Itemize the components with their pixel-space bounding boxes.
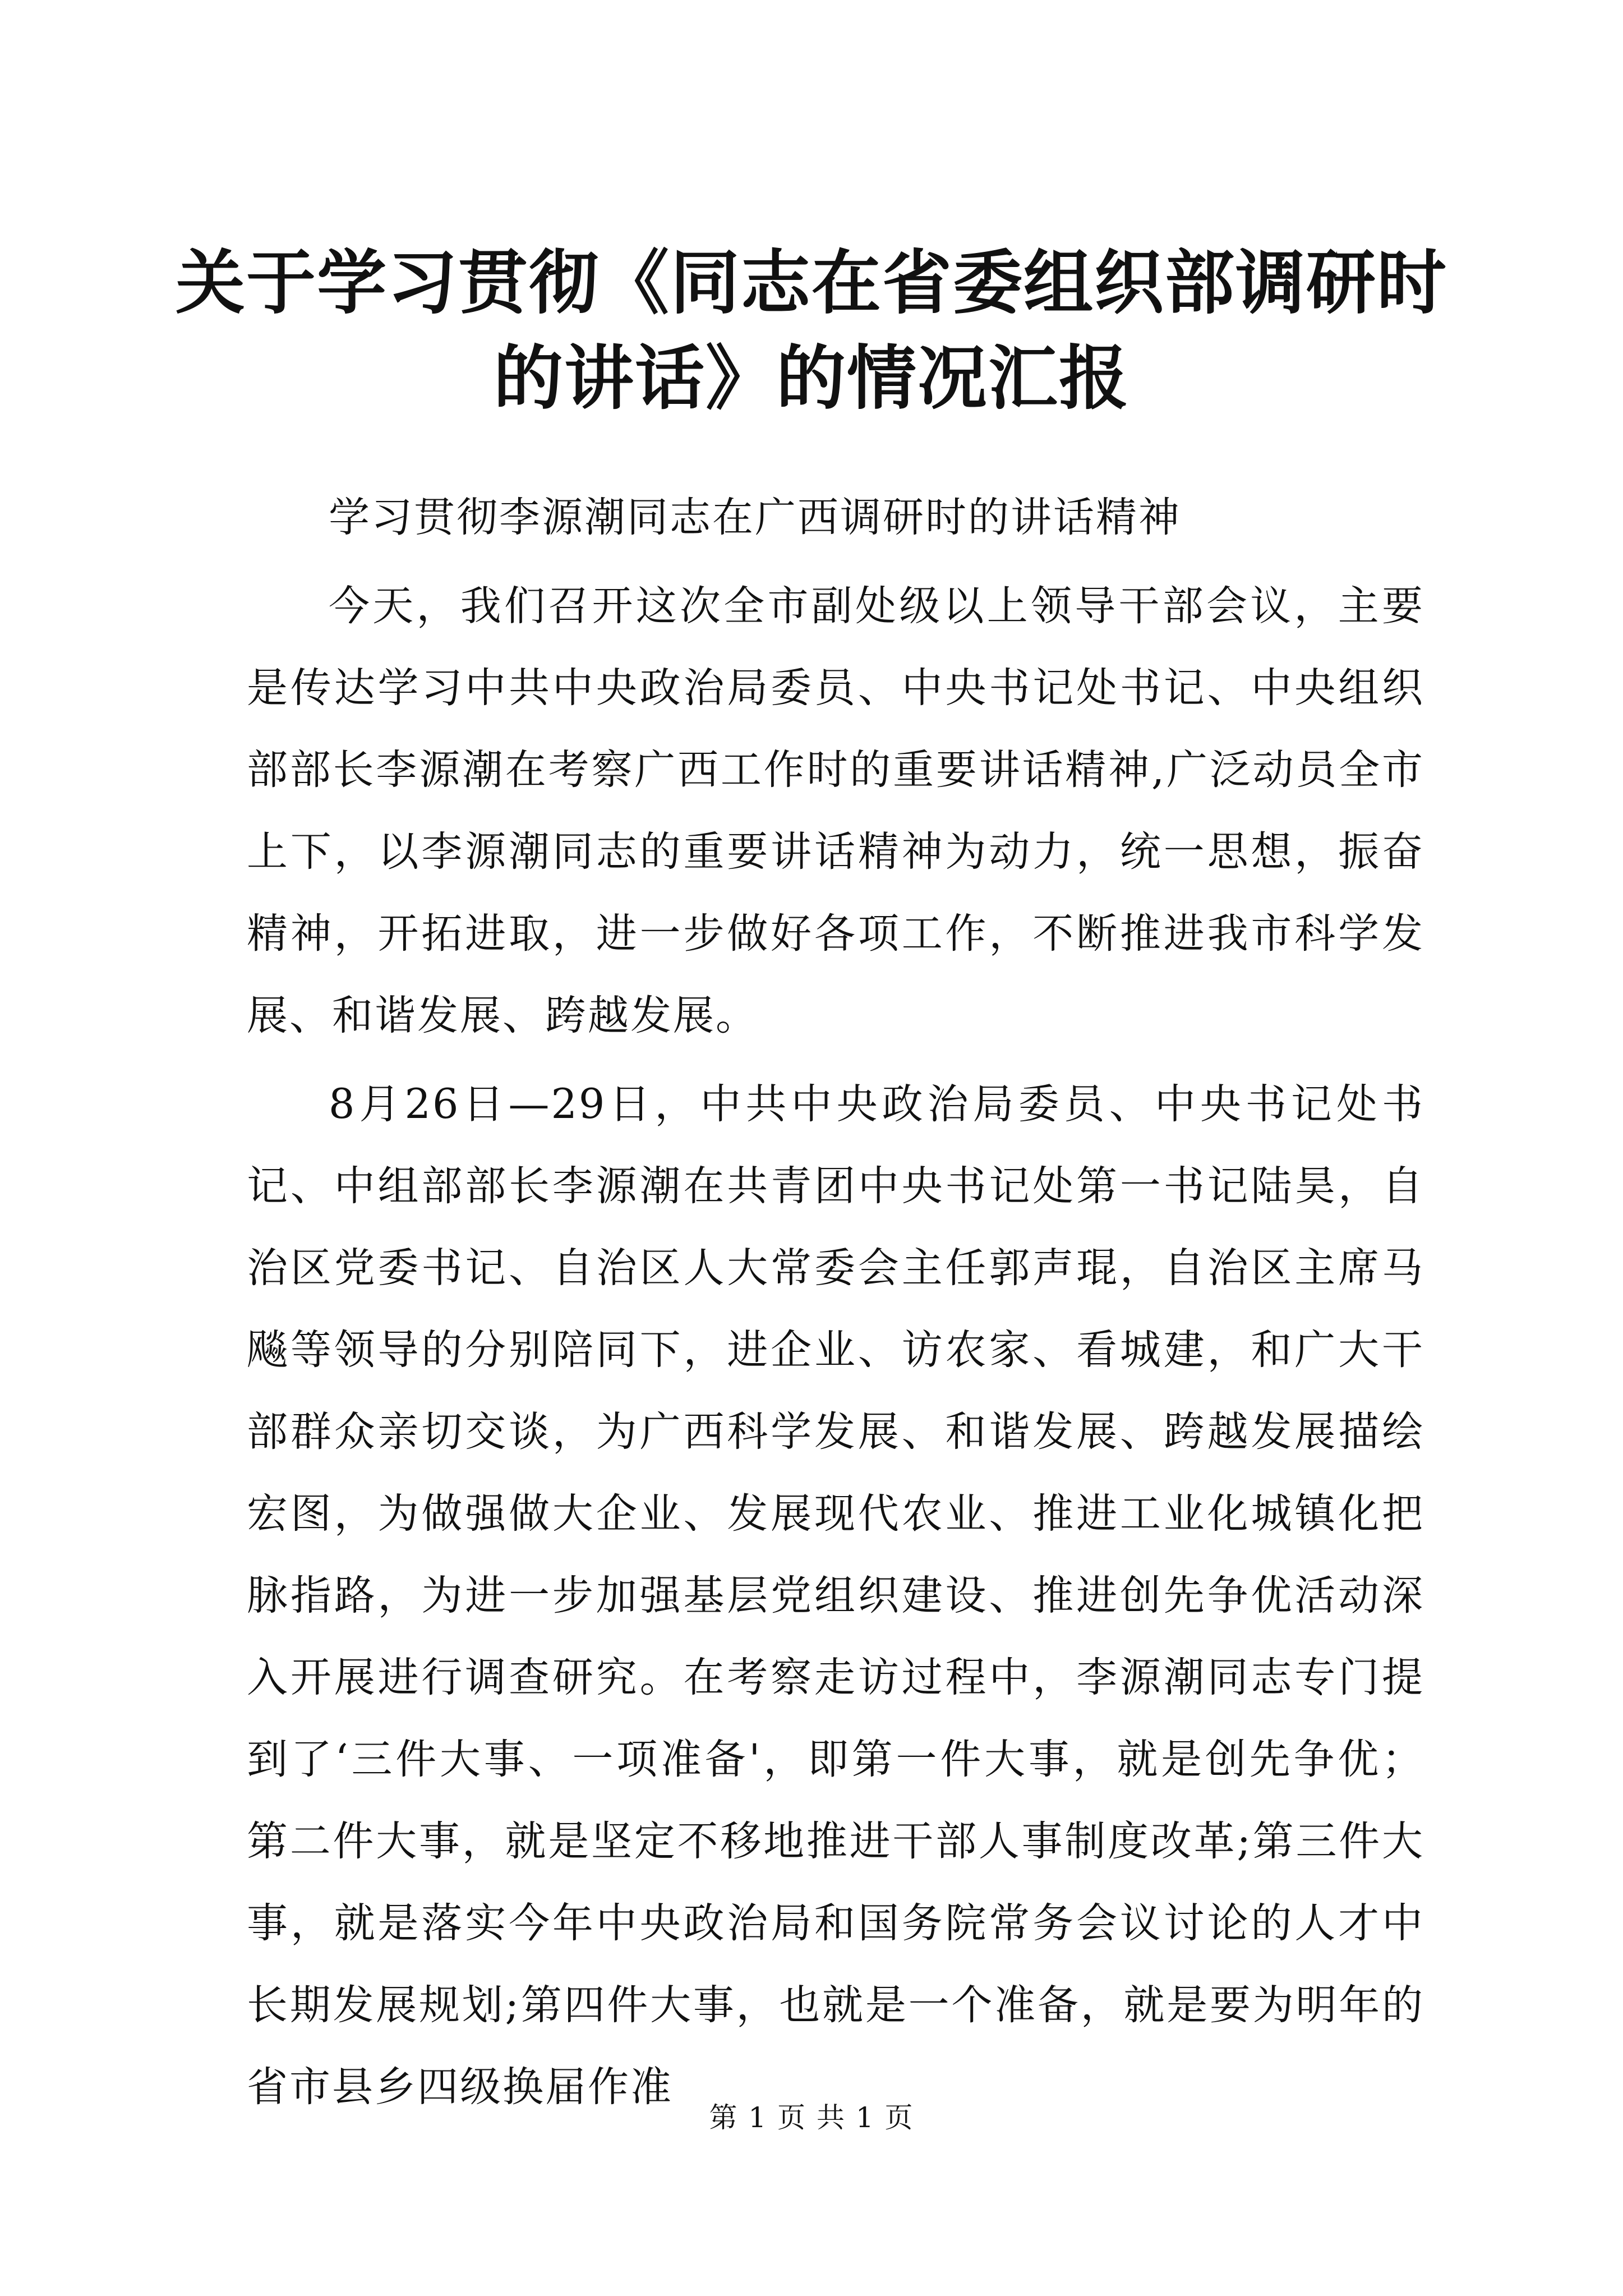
document-title: 关于学习贯彻《同志在省委组织部调研时的讲话》的情况汇报 <box>175 242 1447 419</box>
page-footer: 第 1 页 共 1 页 <box>709 2101 914 2134</box>
body-paragraph: 今天，我们召开这次全市副处级以上领导干部会议，主要是传达学习中共中央政治局委员、中央书记处书记、中央组织部部长李源潮在考察广西工作时的重要讲话精神,广泛动员全市上下，以李源潮同志的重要讲话精神为动力，统一思想，振奋精神，开拓进取，进一步做好各项工作，不断推进我市科学发展、和谐发展、跨越发展。 <box>247 582 1424 1039</box>
body-paragraph: 8月26日—29日，中共中央政治局委员、中央书记处书记、中组部部长李源潮在共青团中央书记处第一书记陆昊，自治区党委书记、自治区人大常委会主任郭声琨，自治区主席马飚等领导的分别陪同下，进企业、访农家、看城建，和广大干部群众亲切交谈，为广西科学发展、和谐发展、跨越发展描绘宏图，为做强做大企业、发展现代农业、推进工业化城镇化把脉指路，为进一步加强基层党组织建设、推进创先争优活动深入开展进行调查研究。在考察走访过程中，李源潮同志专门提到了‘三件大事、一项准备'，即第一件大事，就是创先争优；第二件大事，就是坚定不移地推进干部人事制度改革;第三件大事，就是落实今年中央政治局和国务院常务会议讨论的人才中长期发展规划;第四件大事，也就是一个准备，就是要为明年的省市县乡四级换届作准 <box>247 1080 1424 2111</box>
document-body <box>247 477 1424 2128</box>
subtitle-paragraph: 学习贯彻李源潮同志在广西调研时的讲话精神 <box>329 494 1181 541</box>
